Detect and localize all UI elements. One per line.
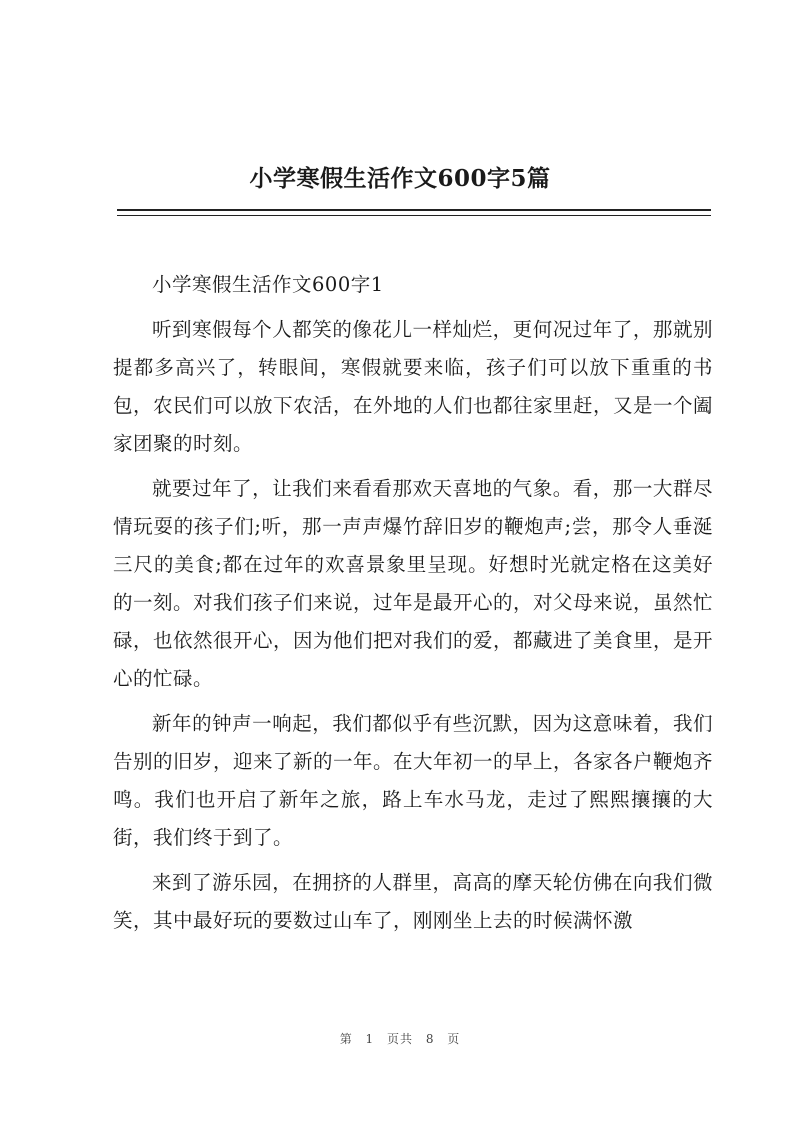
paragraph: 听到寒假每个人都笑的像花儿一样灿烂，更何况过年了，那就别提都多高兴了，转眼间，寒假就要来临，孩子们可以放下重重的书包，农民们可以放下农活，在外地的人们也都往家里赶，又是一个阖家团聚的时刻。 (113, 318, 714, 455)
section-heading: 小学寒假生活作文600字1 (152, 273, 384, 296)
paragraph: 就要过年了，让我们来看看那欢天喜地的气象。看，那一大群尽情玩耍的孩子们;听，那一声声爆竹辞旧岁的鞭炮声;尝，那令人垂涎三尺的美食;都在过年的欢喜景象里呈现。好想时光就定格在这美好的一刻。对我们孩子们来说，过年是最开心的，对父母来说，虽然忙碌，也依然很开心，因为他们把对我们的爱，都藏进了美食里，是开心的忙碌。 (113, 477, 714, 690)
document-title: 小学寒假生活作文600字5篇 (249, 165, 551, 192)
page-number-footer: 第 1 页共 8 页 (339, 1032, 461, 1046)
document-body (113, 266, 713, 940)
paragraph: 新年的钟声一响起，我们都似乎有些沉默，因为这意味着，我们告别的旧岁，迎来了新的一年。在大年初一的早上，各家各户鞭炮齐鸣。我们也开启了新年之旅，路上车水马龙，走过了熙熙攘攘的大街，我们终于到了。 (113, 712, 714, 849)
paragraph: 来到了游乐园，在拥挤的人群里，高高的摩天轮仿佛在向我们微笑，其中最好玩的要数过山车了，刚刚坐上去的时候满怀激 (113, 871, 713, 932)
title-divider (117, 209, 711, 216)
